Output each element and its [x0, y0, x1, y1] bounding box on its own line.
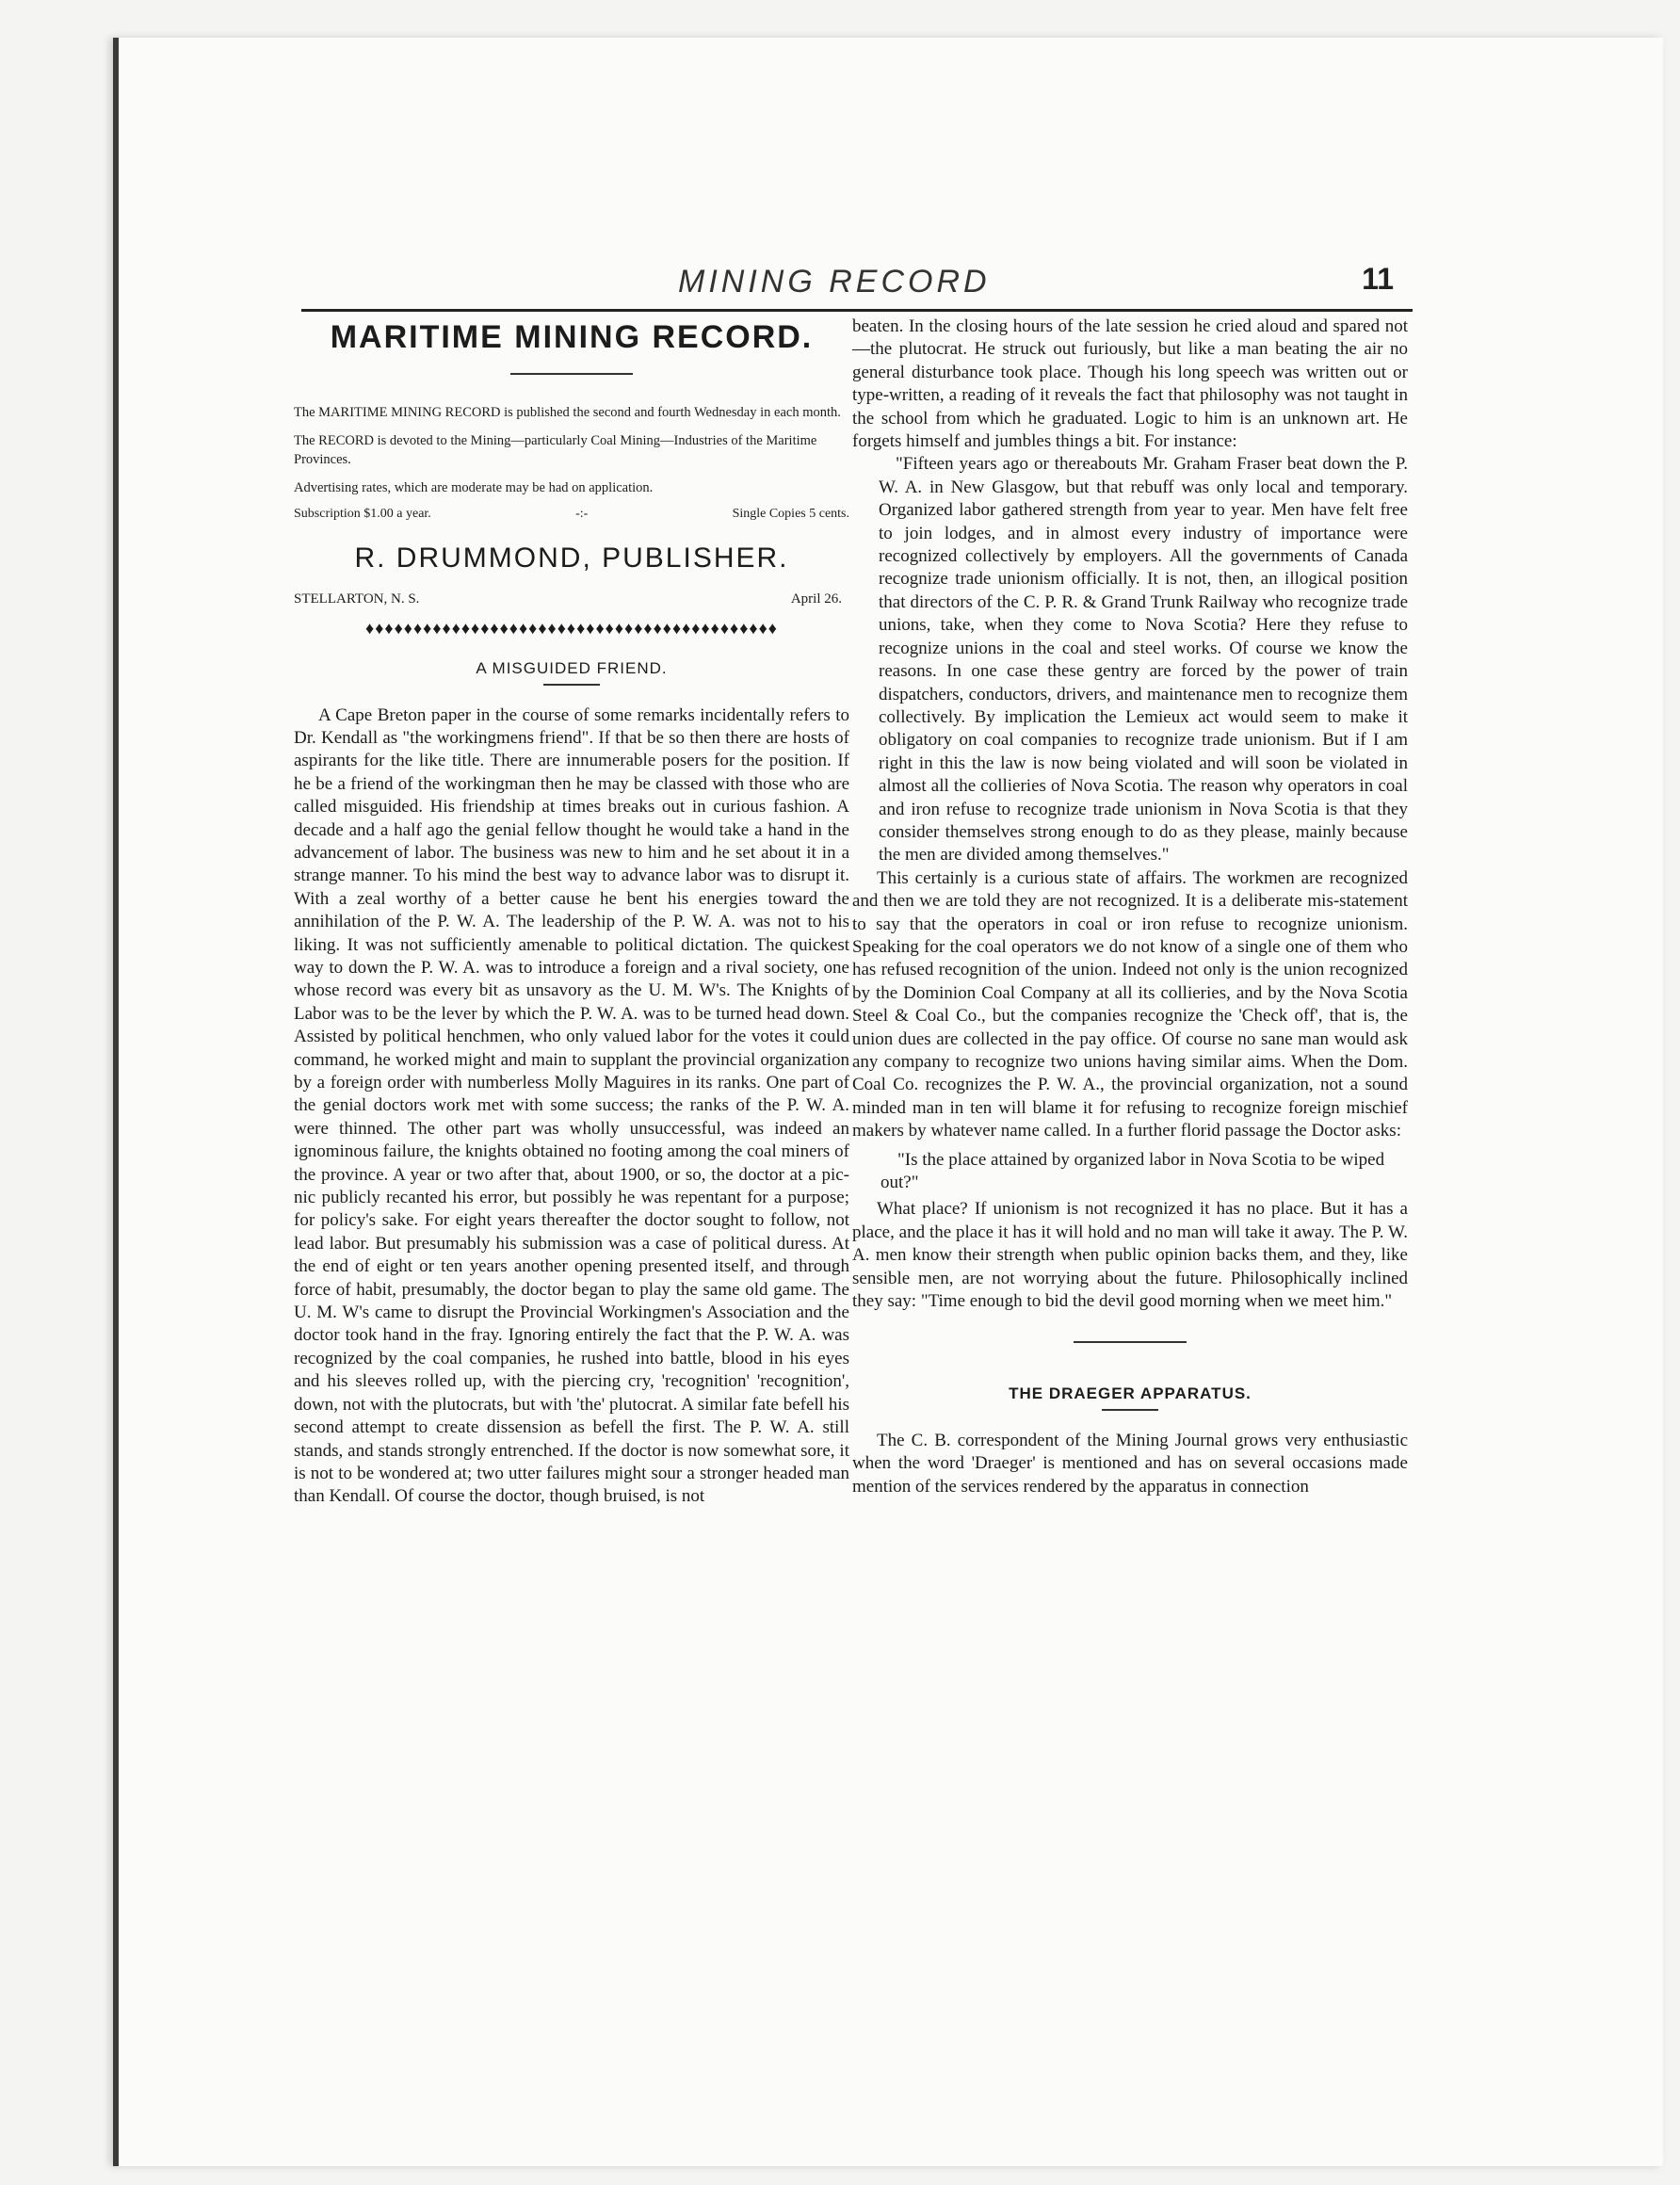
subscription-separator: -:-	[575, 507, 589, 521]
article-end-rule	[1074, 1341, 1187, 1343]
left-column	[294, 316, 849, 1509]
article-paragraph: What place? If unionism is not recognized it has no place. But it has a place, and the place it has it will hold and no man will take it away. The P. W. A. men know their strength when public opinion backs them, and they, like sensible men, are not worrying about the future. Philosophically inclined they say: "Time enough to bid the devil good morning when we meet him."	[852, 1199, 1408, 1312]
masthead-rule	[510, 373, 633, 375]
article-title-rule	[543, 684, 600, 686]
issue-date: April 26.	[790, 591, 842, 607]
subscription-row	[294, 507, 849, 522]
masthead-title: MARITIME MINING RECORD.	[330, 319, 814, 355]
article-quote: "Is the place attained by organized labor in Nova Scotia to be wiped out?"	[880, 1149, 1385, 1193]
notice-devotion: The RECORD is devoted to the Mining—particularly Coal Mining—Industries of the Maritime Provinces.	[294, 433, 817, 467]
page-number: 11	[1362, 262, 1394, 296]
article-paragraph: This certainly is a curious state of affairs. The workmen are recognized and then we are told they are not recognized. It is a deliberate mis-statement to say that the operators in coal or iron refuse to recognize unionism. Speaking for the coal operators we do not know of a single one of them who has refused recognition of the union. Indeed not only is the union recognized by the Dominion Coal Company at all its collieries, and by the Nova Scotia Steel & Coal Co., but the companies recognize the 'Check off', that is, the union dues are collected in the pay office. Of course no sane man would ask any company to recognize two unions having similar aims. When the Dom. Coal Co. recognizes the P. W. A., the provincial organization, not a sound minded man in ten will blame it for refusing to recognize foreign mischief makers by whatever name called. In a further florid passage the Doctor asks:	[852, 867, 1408, 1141]
article-title-misguided-friend: A MISGUIDED FRIEND.	[476, 659, 668, 677]
running-head	[301, 264, 1413, 312]
article-paragraph: The C. B. correspondent of the Mining Journal grows very enthusiastic when the word 'Draeger' is mentioned and has on several occasions made mention of the services rendered by the apparatus in connection	[852, 1430, 1408, 1497]
article-title-rule	[1102, 1409, 1158, 1411]
right-column	[852, 316, 1408, 1498]
single-copy-price: Single Copies 5 cents.	[732, 507, 849, 521]
notice-publication: The MARITIME MINING RECORD is published the second and fourth Wednesday in each month.	[294, 405, 841, 420]
ornament-divider: ♦♦♦♦♦♦♦♦♦♦♦♦♦♦♦♦♦♦♦♦♦♦♦♦♦♦♦♦♦♦♦♦♦♦♦♦♦♦♦♦♦♦♦	[365, 619, 778, 638]
article-continuation: beaten. In the closing hours of the late session he cried aloud and spared not—the plutocrat. He struck out furiously, but like a man beating the air no general disturbance took place. Though his long speech was written out or type-written, a reading of it reveals the fact that philosophy was not taught in the school from which he graduated. Logic to him is an unknown art. He forgets himself and jumbles things a bit. For instance:	[852, 316, 1408, 452]
article-quote: "Fifteen years ago or thereabouts Mr. Graham Fraser beat down the P. W. A. in New Glasgow, but that rebuff was only local and temporary. Organized labor gathered strength from year to year. Men have felt free to join lodges, and in almost every industry of importance were recognized collectively by employers. All the governments of Canada recognize trade unionism officially. It is not, then, an illogical position that directors of the C. P. R. & Grand Trunk Railway who recognize trade unions, take, when they come to Nova Scotia? Here they refuse to recognize unions in the coal and steel works. Of course we know the reasons. In one case these gentry are forced by the power of train dispatchers, conductors, drivers, and maintenance men to recognize them collectively. By implication the Lemieux act would seem to make it obligatory on coal companies to recognize trade unionism. But if I am right in this the law is now being violated and will soon be violated in almost all the collieries of Nova Scotia. The reason why operators in coal and iron refuse to recognize trade unionism in Nova Scotia is that they consider themselves strong enough to do as they please, mainly because the men are divided among themselves."	[879, 454, 1408, 866]
place: STELLARTON, N. S.	[294, 591, 420, 607]
dateline-row	[294, 591, 842, 607]
article-paragraph: A Cape Breton paper in the course of some remarks incidentally refers to Dr. Kendall as "the workingmens friend". If that be so then there are hosts of aspirants for the like title. There are innumerable posers for the position. If he be a friend of the workingman then he may be classed with those who are called misguided. His friendship at times breaks out in curious fashion. A decade and a half ago the genial fellow thought he would take a hand in the advancement of labor. The business was new to him and he set about it in a strange manner. To his mind the best way to advance labor was to disrupt it. With a zeal worthy of a better cause he bent his energies toward the annihilation of the P. W. A. The leadership of the P. W. A. was not to his liking. It was not sufficiently amenable to political dictation. The quickest way to down the P. W. A. was to introduce a foreign and a rival society, one whose record was every bit as unsavory as the U. M. W's. The Knights of Labor was to be the lever by which the P. W. A. was to be turned head down. Assisted by political henchmen, who only valued labor for the votes it could command, he worked might and main to supplant the provincial organization by a foreign order with numberless Molly Maguires in its ranks. One part of the genial doctors work met with some success; the ranks of the P. W. A. were thinned. The other part was wholly unsuccessful, was indeed an ignominous failure, the knights obtained no footing among the coal miners of the province. A year or two after that, about 1900, or so, the doctor at a pic-nic publicly recanted his error, but possibly he was repentant for a purpose; for policy's sake. For eight years thereafter the doctor sought to follow, not lead labor. But presumably his submission was a case of political duress. At the end of eight or ten years another opening presented itself, and through force of habit, presumably, the doctor began to play the same old game. The U. M. W's came to disrupt the Provincial Workingmen's Association and the doctor took hand in the fray. Ignoring entirely the fact that the P. W. A. was recognized by the coal companies, he rushed into battle, blood in his eyes and his sleeves rolled up, with the piercing cry, 'recognition' 'recognition', down, not with the plutocrats, but with 'the' plutocrat. A similar fate befell his second attempt to create dissension as befell the first. The P. W. A. still stands, and stands strongly entrenched. If the doctor is now somewhat sore, it is not to be wondered at; two utter failures might sour a stronger headed man than Kendall. Of course the doctor, though bruised, is not	[294, 704, 849, 1507]
subscription-price: Subscription $1.00 a year.	[294, 507, 431, 521]
publisher-line: R. DRUMMOND, PUBLISHER.	[354, 542, 789, 574]
notice-advertising: Advertising rates, which are moderate may be had on application.	[294, 480, 654, 495]
running-title: MINING RECORD	[678, 264, 991, 299]
article-title-draeger: THE DRAEGER APPARATUS.	[1009, 1384, 1252, 1403]
